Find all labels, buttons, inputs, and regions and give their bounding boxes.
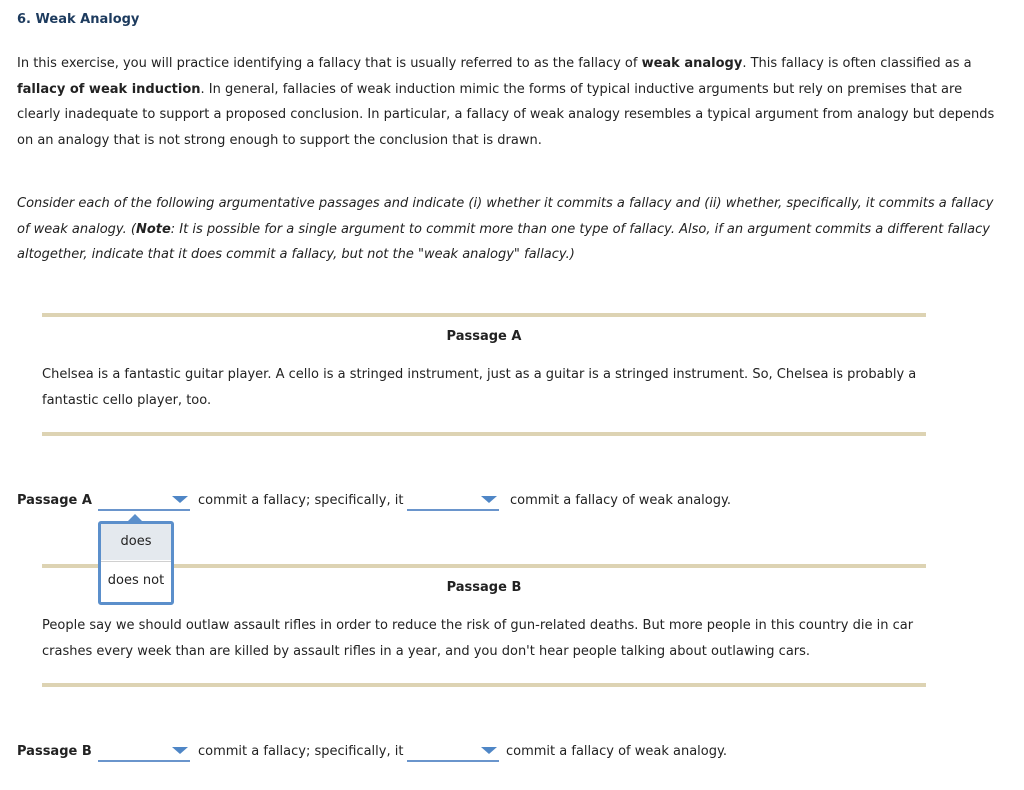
chevron-down-icon <box>481 747 497 754</box>
exercise-title: 6. Weak Analogy <box>17 12 140 27</box>
passage-a-top-rule <box>42 313 926 317</box>
chevron-down-icon <box>172 496 188 503</box>
answer-a-end-text: commit a fallacy of weak analogy. <box>510 493 731 508</box>
intro-text-2: . This fallacy is often classified as a <box>742 56 972 71</box>
answer-a-dropdown-menu <box>98 521 174 605</box>
chevron-down-icon <box>172 747 188 754</box>
answer-b-middle-text: commit a fallacy; specifically, it <box>198 744 404 759</box>
passage-a-title: Passage A <box>446 329 522 344</box>
intro-paragraph <box>17 51 1007 153</box>
answer-b-select-commits[interactable] <box>98 742 190 762</box>
answer-b-label: Passage B <box>17 744 92 759</box>
instructions-text-2: : It is possible for a single argument to commit more than one type of fallacy. Also, if an argument commits a different fallacy altogether, indicate that it does commit a fallacy, but not the "weak analogy" fallacy.) <box>17 221 990 262</box>
answer-b-end-text: commit a fallacy of weak analogy. <box>506 744 727 759</box>
chevron-down-icon <box>481 496 497 503</box>
passage-b-top-rule <box>42 564 926 568</box>
passage-b-title: Passage B <box>446 580 522 595</box>
intro-text-3: . In general, fallacies of weak induction mimic the forms of typical inductive arguments but rely on premises that are clearly inadequate to support a proposed conclusion. In particular, a fallacy of weak analogy resembles a typical argument from analogy but depends on an analogy that is not strong enough to support the conclusion that is drawn. <box>17 81 995 148</box>
dropdown-option-does[interactable]: does <box>101 524 171 560</box>
intro-bold-1: weak analogy <box>641 56 743 71</box>
intro-bold-2: fallacy of weak induction <box>17 81 201 97</box>
answer-a-label: Passage A <box>17 493 92 508</box>
answer-a-middle-text: commit a fallacy; specifically, it <box>198 493 404 508</box>
instructions-paragraph <box>17 191 1007 268</box>
passage-a-bottom-rule <box>42 432 926 436</box>
answer-a-select-weak-analogy[interactable] <box>407 491 499 511</box>
answer-row-b <box>17 742 777 764</box>
instructions-text-1: Consider each of the following argumentative passages and indicate (i) whether it commits a fallacy and (ii) whether, specifically, it commits a fallacy of weak analogy. ( <box>17 196 994 237</box>
answer-b-select-weak-analogy[interactable] <box>407 742 499 762</box>
dropdown-pointer-icon <box>127 514 143 522</box>
passage-a-text: Chelsea is a fantastic guitar player. A cello is a stringed instrument, just as a guitar is a stringed instrument. So, Chelsea is probably a fantastic cello player, too. <box>42 367 917 408</box>
intro-text-1: In this exercise, you will practice identifying a fallacy that is usually referred to as the fallacy of <box>17 56 642 71</box>
dropdown-option-does-not[interactable]: does not <box>107 573 165 588</box>
answer-row-a <box>17 491 777 513</box>
dropdown-divider <box>101 561 171 562</box>
passage-b-text: People say we should outlaw assault rifles in order to reduce the risk of gun-related deaths. But more people in this country die in car crashes every week than are killed by assault rifles in a year, and you don't hear people talking about outlawing cars. <box>42 618 914 659</box>
instructions-note-label: Note <box>135 221 171 237</box>
answer-a-select-commits[interactable] <box>98 491 190 511</box>
passage-b-bottom-rule <box>42 683 926 687</box>
